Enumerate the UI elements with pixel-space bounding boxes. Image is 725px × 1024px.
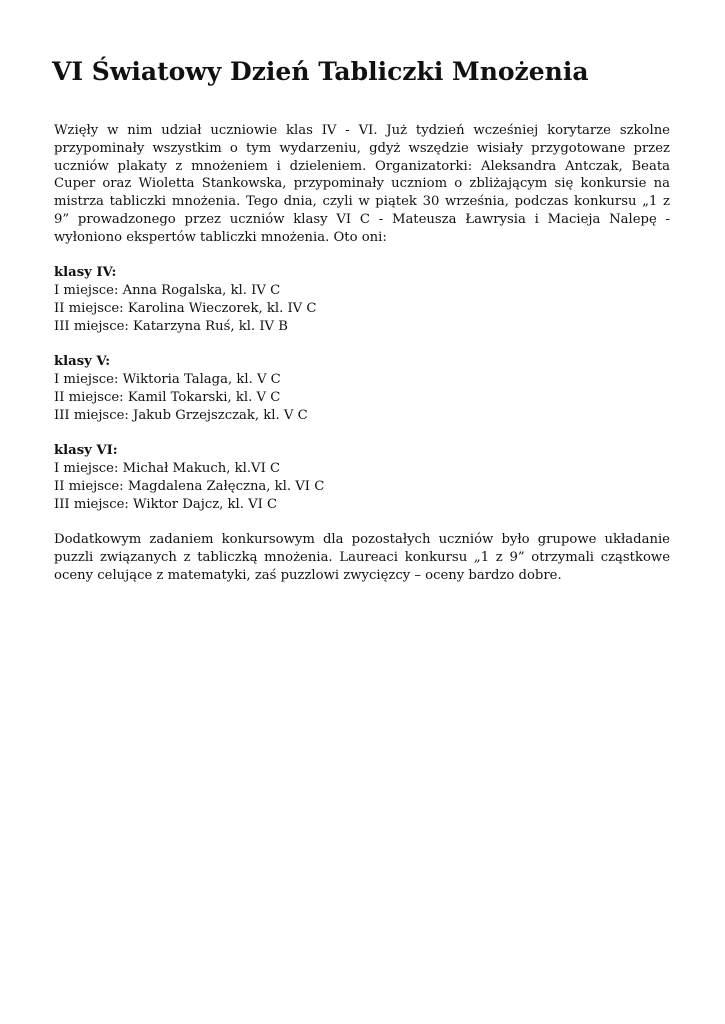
- result-line: III miejsce: Wiktor Dajcz, kl. VI C: [54, 496, 278, 512]
- result-line: II miejsce: Karolina Wieczorek, kl. IV C: [54, 300, 317, 316]
- result-line: II miejsce: Kamil Tokarski, kl. V C: [54, 389, 281, 405]
- results-group-klasy-vi: [54, 442, 670, 513]
- group-heading: klasy V:: [54, 354, 111, 370]
- result-line: II miejsce: Magdalena Załęczna, kl. VI C: [54, 478, 325, 494]
- group-heading: klasy VI:: [54, 443, 118, 459]
- result-line: III miejsce: Katarzyna Ruś, kl. IV B: [54, 318, 288, 334]
- result-line: I miejsce: Anna Rogalska, kl. IV C: [54, 283, 281, 299]
- group-heading: klasy IV:: [54, 265, 117, 281]
- result-line: I miejsce: Wiktoria Talaga, kl. V C: [54, 372, 281, 388]
- result-line: I miejsce: Michał Makuch, kl.VI C: [54, 461, 281, 477]
- intro-paragraph: Wzięły w nim udział uczniowie klas IV - VI. Już tydzień wcześniej korytarze szkolne przypominały wszystkim o tym wydarzeniu, gdyż wszędzie wisiały przygotowane przez uczniów plakaty z mnożeniem i dzieleniem. Organizatorki: Aleksandra Antczak, Beata Cuper oraz Wioletta Stankowska, przypominały uczniom o zbliżającym się konkursie na mistrza tabliczki mnożenia. Tego dnia, czyli w piątek 30 września, podczas konkursu „1 z 9” prowadzonego przez uczniów klasy VI C - Mateusza Ławrysia i Macieja Nalepę - wyłoniono ekspertów tabliczki mnożenia. Oto oni:: [54, 123, 670, 245]
- article-body: [54, 122, 670, 585]
- results-group-klasy-iv: [54, 264, 670, 335]
- results-group-klasy-v: [54, 353, 670, 424]
- page-title: VI Światowy Dzień Tabliczki Mnożenia: [52, 57, 589, 86]
- closing-paragraph: Dodatkowym zadaniem konkursowym dla pozostałych uczniów było grupowe układanie puzzli związanych z tabliczką mnożenia. Laureaci konkursu „1 z 9” otrzymali cząstkowe oceny celujące z matematyki, zaś puzzlowi zwycięzcy – oceny bardzo dobre.: [54, 532, 670, 583]
- result-line: III miejsce: Jakub Grzejszczak, kl. V C: [54, 407, 308, 423]
